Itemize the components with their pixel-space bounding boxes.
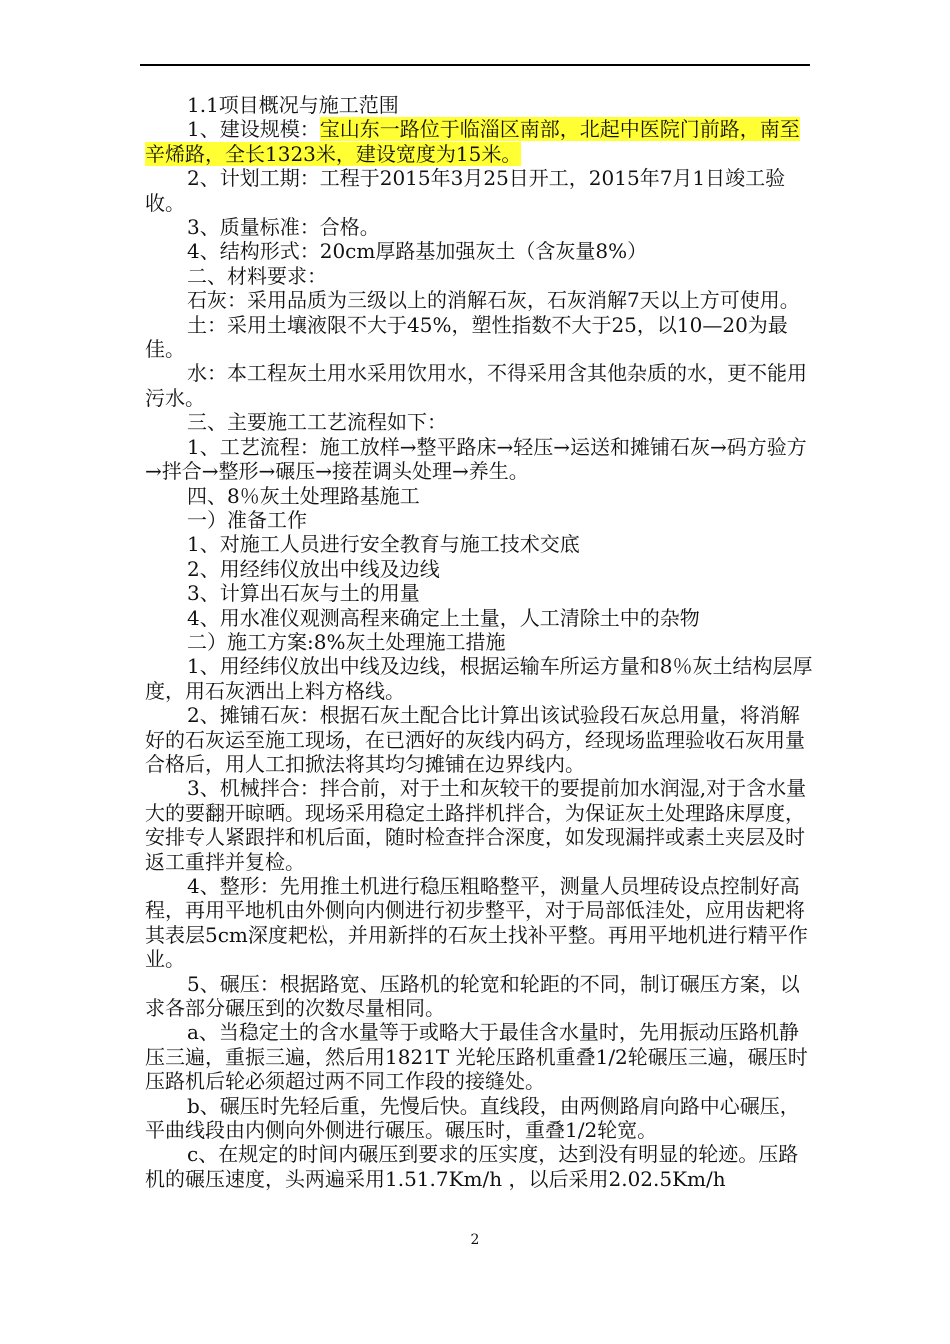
section-heading: 三、主要施工工艺流程如下： (187, 410, 447, 435)
paragraph: 水：本工程灰土用水采用饮用水，不得采用含其他杂质的水，更不能用污水。 (145, 361, 807, 410)
paragraph-scale (145, 117, 813, 166)
paragraph: 1、用经纬仪放出中线及边线，根据运输车所运方量和8％灰土结构层厚度，用石灰洒出上料方格线。 (145, 654, 813, 703)
paragraph: 1、工艺流程：施工放样→整平路床→轻压→运送和摊铺石灰→码方验方→拌合→整形→碾压→接茬调头处理→养生。 (145, 434, 807, 484)
highlighted-text: 宝山东一路位于临淄区南部，北起中医院门前路，南至辛烯路，全长1323米，建设宽度为15米。 (145, 117, 800, 166)
section-heading: 1.1项目概况与施工范围 (187, 93, 399, 117)
subsection-heading: 一）准备工作 (187, 507, 307, 532)
list-item: 1、对施工人员进行安全教育与施工技术交底 (187, 532, 580, 557)
subsection-heading: 二）施工方案:8%灰土处理施工措施 (187, 629, 506, 654)
list-item: 2、用经纬仪放出中线及边线 (187, 556, 440, 581)
list-item: 3、计算出石灰与土的用量 (187, 581, 420, 606)
paragraph: 3、质量标准：合格。 (187, 215, 380, 240)
scale-label: 1、建设规模： (187, 117, 320, 142)
paragraph: 3、机械拌合：拌合前，对于土和灰较干的要提前加水润湿,对于含水量大的要翻开晾晒。现场采用稳定土路拌机拌合，为保证灰土处理路床厚度，安排专人紧跟拌和机后面，随时检查拌合深度，如发现漏拌或素土夹层及时返工重拌并复检。 (145, 776, 807, 874)
paragraph: c、在规定的时间内碾压到要求的压实度，达到没有明显的轮迹。压路机的碾压速度，头两遍采用1.51.7Km/h ，以后采用2.02.5Km/h (145, 1142, 799, 1191)
paragraph: 石灰：采用品质为三级以上的消解石灰，石灰消解7天以上方可使用。 (187, 288, 800, 313)
paragraph: a、当稳定土的含水量等于或略大于最佳含水量时，先用振动压路机静压三遍，重振三遍，然后用1821T 光轮压路机重叠1/2轮碾压三遍，碾压时压路机后轮必须超过两不同工作段的接缝处。 (145, 1020, 808, 1094)
paragraph: 2、摊铺石灰：根据石灰土配合比计算出该试验段石灰总用量，将消解好的石灰运至施工现场，在已洒好的灰线内码方，经现场监理验收石灰用量合格后，用人工扣掀法将其均匀摊铺在边界线内。 (145, 703, 805, 776)
section-heading: 四、8％灰土处理路基施工 (187, 483, 420, 508)
paragraph: 4、整形：先用推土机进行稳压粗略整平，测量人员埋砖设点控制好高程，再用平地机由外侧向内侧进行初步整平，对于局部低洼处，应用齿耙将其表层5cm深度耙松，并用新拌的石灰土找补平整。再用平地机进行精平作业。 (145, 874, 808, 972)
paragraph: 5、碾压：根据路宽、压路机的轮宽和轮距的不同，制订碾压方案，以求各部分碾压到的次数尽量相同。 (145, 971, 800, 1021)
list-item: 4、用水准仪观测高程来确定上土量，人工清除土中的杂物 (187, 605, 700, 630)
paragraph: b、碾压时先轻后重，先慢后快。直线段，由两侧路肩向路中心碾压，平曲线段由内侧向外侧进行碾压。碾压时，重叠1/2轮宽。 (145, 1093, 800, 1143)
paragraph: 2、计划工期：工程于2015年3月25日开工，2015年7月1日竣工验收。 (145, 166, 786, 215)
page-number: 2 (470, 1232, 480, 1248)
section-heading: 二、材料要求： (187, 263, 327, 288)
paragraph: 土：采用土壤液限不大于45%，塑性指数不大于25，以10—20为最佳。 (145, 312, 788, 362)
paragraph: 4、结构形式：20cm厚路基加强灰土（含灰量8%） (187, 239, 648, 264)
document-body (145, 93, 813, 1191)
header-rule (140, 64, 810, 66)
